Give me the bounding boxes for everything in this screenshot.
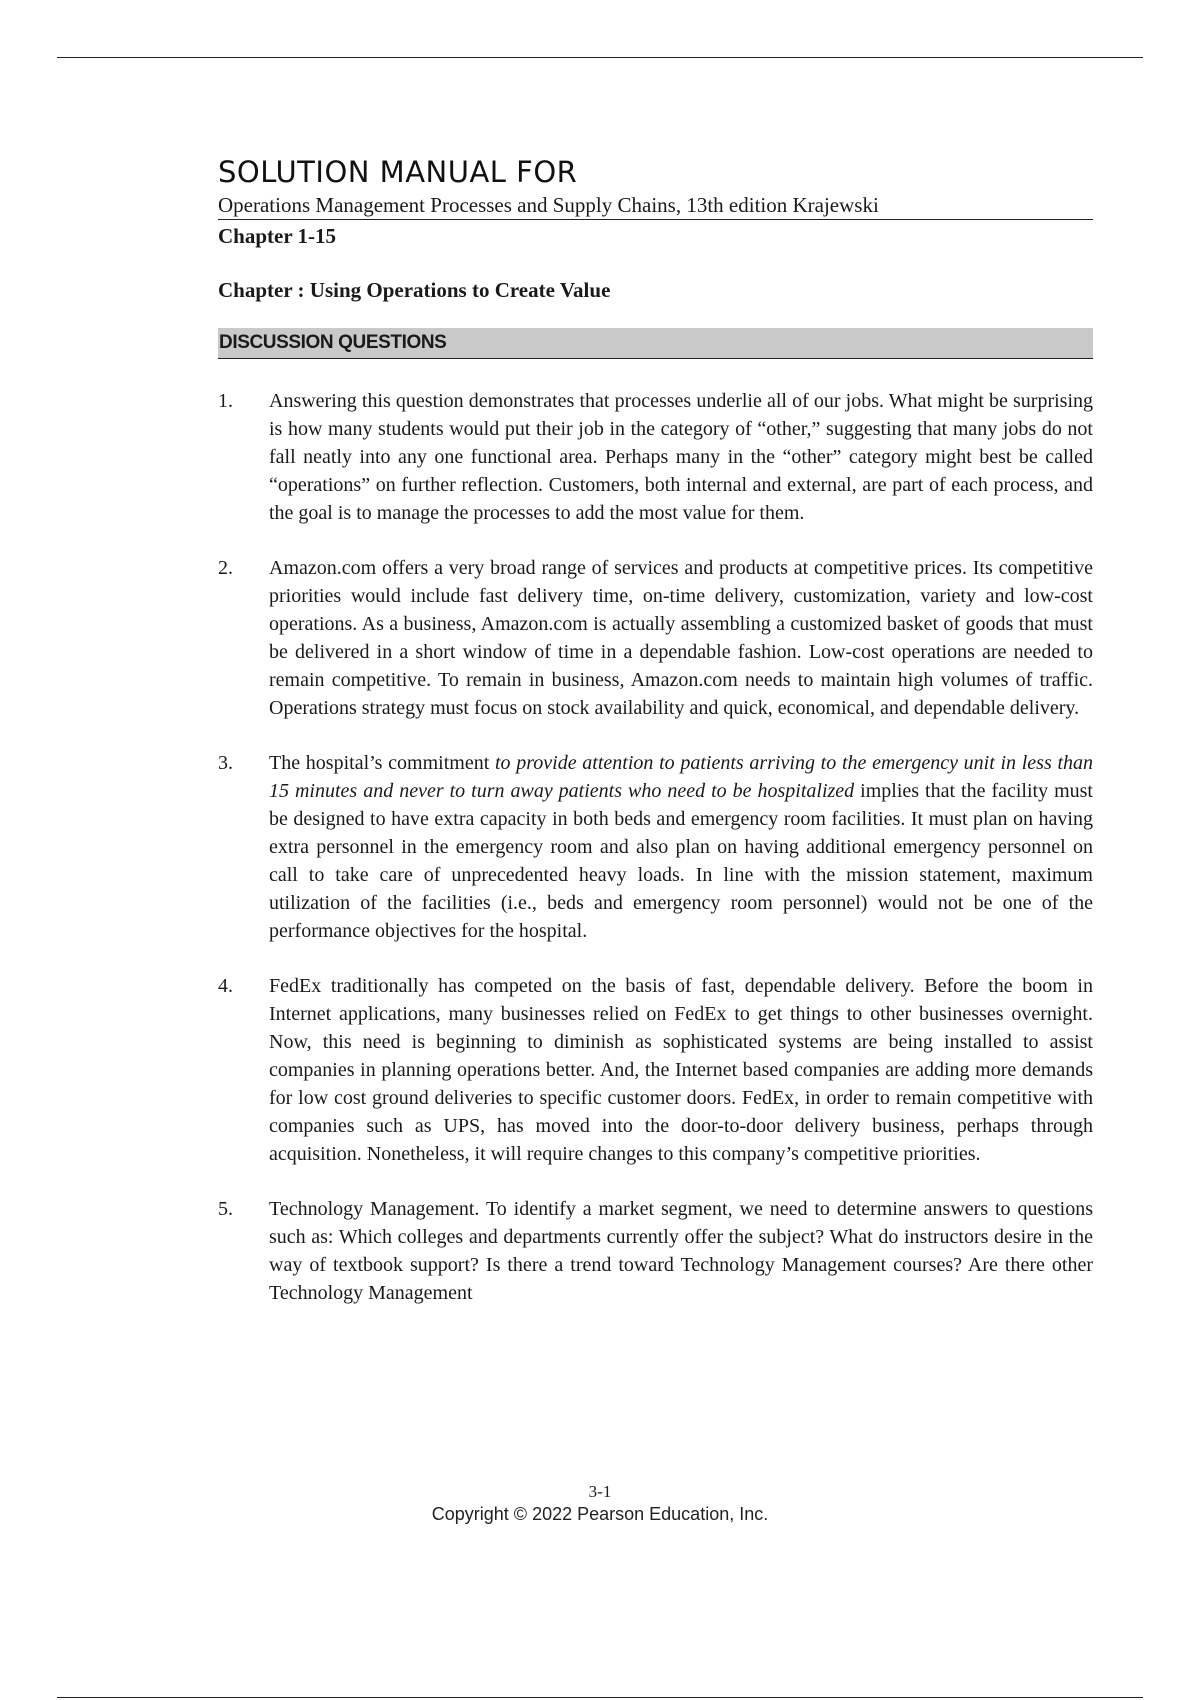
bottom-page-rule (57, 1697, 1143, 1698)
question-answer: Technology Management. To identify a market segment, we need to determine answers to questions such as: Which colleges and departments currently offer the subject? What do instructors desire in the way of textbook support? Is there a trend toward Technology Management courses? Are there other Technology Management (269, 1198, 1093, 1304)
question-answer: FedEx traditionally has competed on the basis of fast, dependable delivery. Before the boom in Internet applications, many businesses relied on FedEx to get things to other businesses overnight. Now, this need is beginning to diminish as sophisticated systems are being installed to assist companies in planning operations better. And, the Internet based companies are adding more demands for low cost ground deliveries to specific customer doors. FedEx, in order to remain competitive with companies such as UPS, has moved into the door-to-door delivery business, perhaps through acquisition. Nonetheless, it will require changes to this company’s competitive priorities. (269, 975, 1093, 1165)
top-page-rule (57, 57, 1143, 58)
chapter-range: Chapter 1-15 (218, 224, 337, 248)
list-item (218, 554, 1093, 722)
question-answer-rest: implies that the facility must be designed to have extra capacity in both beds and emergency room facilities. It must plan on having extra personnel in the emergency room and also plan on having additional emergency personnel on call to take care of unprecedented heavy loads. In line with the mission statement, maximum utilization of the facilities (i.e., beds and emergency room personnel) would not be one of the performance objectives for the hospital. (269, 780, 1093, 942)
question-number: 1. (218, 390, 233, 412)
discussion-questions-list (218, 387, 1093, 1307)
question-number: 2. (218, 557, 233, 579)
question-answer: Amazon.com offers a very broad range of services and products at competitive prices. Its competitive priorities would include fast delivery time, on-time delivery, customization, variety and low-cost operations. As a business, Amazon.com is actually assembling a customized basket of goods that must be delivered in a short window of time in a dependable fashion. Low-cost operations are needed to remain competitive. To remain in business, Amazon.com needs to maintain high volumes of traffic. Operations strategy must focus on stock availability and quick, economical, and dependable delivery. (269, 557, 1093, 719)
document-subtitle: Operations Management Processes and Supply Chains, 13th edition Krajewski (218, 192, 1093, 220)
page-number: 3-1 (588, 1482, 612, 1501)
page-footer (0, 1481, 1200, 1525)
question-answer: Answering this question demonstrates that processes underlie all of our jobs. What might be surprising is how many students would put their job in the category of “other,” suggesting that many jobs do not fall neatly into any one functional area. Perhaps many in the “other” category might best be called “operations” on further reflection. Customers, both internal and external, are part of each process, and the goal is to manage the processes to add the most value for them. (269, 390, 1093, 524)
document-title: SOLUTION MANUAL FOR (218, 155, 578, 189)
question-number: 5. (218, 1198, 233, 1220)
list-item (218, 972, 1093, 1168)
list-item (218, 749, 1093, 945)
list-item (218, 387, 1093, 527)
question-answer-lead: The hospital’s commitment (269, 752, 495, 774)
mission-statement-quote: to provide attention to patients arriving to the emergency unit in less than 15 minutes and never to turn away patients who need to be hospitalized (269, 752, 1094, 802)
list-item (218, 1195, 1093, 1307)
chapter-title: Chapter : Using Operations to Create Value (218, 278, 611, 302)
question-answer (269, 749, 1093, 945)
question-number: 4. (218, 975, 233, 997)
section-heading: DISCUSSION QUESTIONS (218, 328, 1093, 359)
question-number: 3. (218, 752, 233, 774)
document-body (218, 154, 1093, 1334)
copyright-notice: Copyright © 2022 Pearson Education, Inc. (431, 1504, 769, 1524)
